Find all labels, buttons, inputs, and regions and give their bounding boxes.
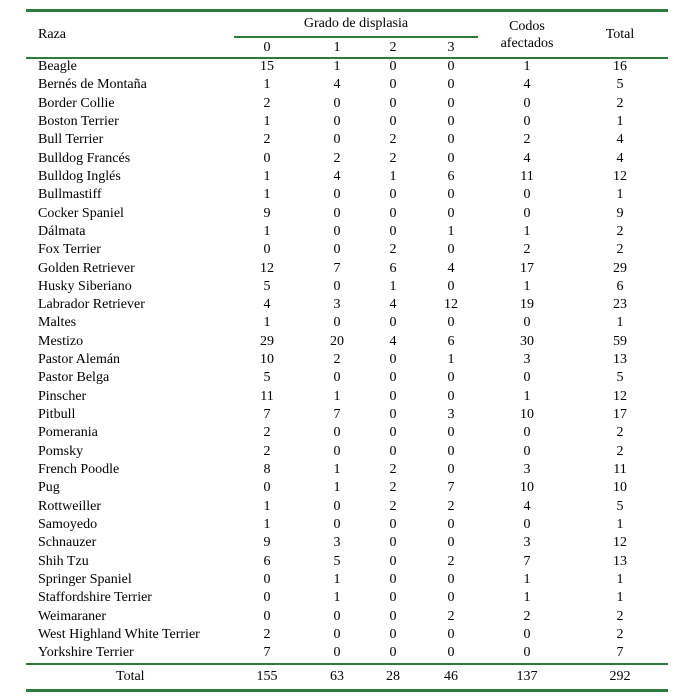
- breed-cell: Samoyedo: [38, 517, 98, 532]
- grade-0-cell: 1: [263, 517, 271, 532]
- elbows-cell: 0: [523, 443, 531, 459]
- grade-1-cell: 0: [333, 443, 341, 459]
- header-dysplasia-grade: Grado de displasia: [303, 16, 409, 31]
- grade-0-cell: 0: [263, 590, 271, 606]
- grade-3-cell: 0: [447, 626, 455, 642]
- breed-cell: Rottweiller: [38, 498, 101, 514]
- grade-2-cell: 0: [389, 517, 397, 532]
- grade-1-cell: 0: [333, 425, 341, 441]
- grade-3-cell: 0: [447, 517, 455, 532]
- grade-2-cell: 0: [389, 571, 397, 587]
- grade-3-cell: 0: [447, 278, 455, 294]
- grade-2-cell: 0: [389, 352, 397, 368]
- elbows-cell: 1: [523, 590, 531, 606]
- grade-1-cell: 0: [333, 95, 341, 111]
- grade-0-cell: 1: [263, 498, 271, 514]
- grade-3-cell: 6: [447, 333, 455, 349]
- totals-grade-3: 46: [444, 669, 458, 684]
- grade-0-cell: 0: [263, 480, 271, 496]
- grade-3-cell: 7: [447, 480, 455, 496]
- breed-cell: Maltes: [38, 315, 77, 331]
- grade-0-cell: 0: [263, 150, 271, 166]
- total-cell: 9: [616, 205, 624, 221]
- total-cell: 2: [616, 242, 624, 258]
- breed-cell: Bulldog Inglés: [38, 168, 121, 184]
- total-cell: 5: [616, 498, 624, 514]
- elbows-cell: 3: [523, 352, 531, 368]
- grade-3-cell: 0: [447, 425, 455, 441]
- total-cell: 4: [616, 150, 624, 166]
- grade-2-cell: 0: [389, 645, 397, 661]
- total-cell: 10: [613, 480, 627, 496]
- elbows-cell: 1: [523, 278, 531, 294]
- total-cell: 12: [613, 388, 627, 404]
- breed-cell: Border Collie: [38, 95, 115, 111]
- grade-2-cell: 0: [389, 608, 397, 624]
- grade-2-cell: 0: [389, 553, 397, 569]
- grade-3-cell: 0: [447, 645, 455, 661]
- grade-0-cell: 0: [263, 571, 271, 587]
- grade-3-cell: 3: [447, 407, 455, 423]
- grade-2-cell: 0: [389, 370, 397, 386]
- grade-3-cell: 0: [447, 242, 455, 258]
- grade-3-cell: 2: [447, 608, 455, 624]
- grade-1-cell: 7: [333, 407, 341, 423]
- header-grade-0: 0: [263, 40, 271, 55]
- grade-0-cell: 9: [263, 535, 271, 551]
- grade-3-cell: 4: [447, 260, 455, 276]
- header-grade-3: 3: [447, 40, 455, 55]
- grade-1-cell: 0: [333, 113, 341, 129]
- grade-3-cell: 12: [444, 297, 458, 313]
- elbows-cell: 30: [520, 333, 534, 349]
- total-cell: 4: [616, 132, 624, 148]
- totals-elbows: 137: [516, 669, 538, 684]
- grade-2-cell: 0: [389, 59, 397, 74]
- header-elbows-line2: afectados: [500, 36, 554, 51]
- grade-1-cell: 0: [333, 608, 341, 624]
- elbows-cell: 0: [523, 315, 531, 331]
- elbows-cell: 3: [523, 535, 531, 551]
- total-cell: 2: [616, 223, 624, 239]
- breed-cell: Bernés de Montaña: [38, 77, 147, 93]
- grade-3-cell: 0: [447, 113, 455, 129]
- grade-0-cell: 5: [263, 370, 271, 386]
- total-cell: 1: [616, 590, 624, 606]
- breed-cell: Beagle: [38, 59, 77, 74]
- grade-1-cell: 1: [333, 462, 341, 478]
- grade-0-cell: 5: [263, 278, 271, 294]
- elbows-cell: 1: [523, 223, 531, 239]
- grade-1-cell: 1: [333, 480, 341, 496]
- total-cell: 6: [616, 278, 624, 294]
- grade-1-cell: 1: [333, 571, 341, 587]
- elbows-cell: 1: [523, 59, 531, 74]
- total-cell: 13: [613, 352, 627, 368]
- breed-cell: West Highland White Terrier: [38, 626, 200, 642]
- grade-3-cell: 0: [447, 462, 455, 478]
- grade-0-cell: 7: [263, 407, 271, 423]
- grade-2-cell: 0: [389, 223, 397, 239]
- grade-2-cell: 1: [389, 168, 397, 184]
- grade-0-cell: 12: [260, 260, 274, 276]
- grade-1-cell: 0: [333, 242, 341, 258]
- grade-0-cell: 0: [263, 242, 271, 258]
- header-elbows-line1: Codos: [509, 19, 545, 34]
- elbows-cell: 0: [523, 517, 531, 532]
- grade-1-cell: 0: [333, 517, 341, 532]
- elbows-cell: 0: [523, 626, 531, 642]
- grade-0-cell: 1: [263, 77, 271, 93]
- grade-0-cell: 10: [260, 352, 274, 368]
- elbows-cell: 1: [523, 571, 531, 587]
- totals-total: 292: [609, 669, 631, 684]
- total-cell: 1: [616, 187, 624, 203]
- grade-1-cell: 20: [330, 333, 344, 349]
- header-grade-1: 1: [333, 40, 341, 55]
- breed-cell: Schnauzer: [38, 535, 97, 551]
- breed-cell: Cocker Spaniel: [38, 205, 124, 221]
- grade-0-cell: 11: [260, 388, 274, 404]
- grade-1-cell: 1: [333, 59, 341, 74]
- grade-0-cell: 9: [263, 205, 271, 221]
- grade-2-cell: 0: [389, 626, 397, 642]
- totals-label: Total: [116, 669, 145, 684]
- elbows-cell: 2: [523, 132, 531, 148]
- grade-1-cell: 0: [333, 278, 341, 294]
- breed-cell: Pug: [38, 480, 60, 496]
- grade-2-cell: 0: [389, 388, 397, 404]
- grade-2-cell: 0: [389, 205, 397, 221]
- grade-2-cell: 2: [389, 480, 397, 496]
- elbows-cell: 0: [523, 95, 531, 111]
- header-grade-2: 2: [389, 40, 397, 55]
- grade-2-cell: 2: [389, 150, 397, 166]
- total-cell: 23: [613, 297, 627, 313]
- grade-1-cell: 3: [333, 297, 341, 313]
- total-cell: 17: [613, 407, 627, 423]
- elbows-cell: 1: [523, 388, 531, 404]
- grade-3-cell: 0: [447, 205, 455, 221]
- grade-2-cell: 0: [389, 443, 397, 459]
- elbows-cell: 10: [520, 407, 534, 423]
- top-rule: [26, 9, 668, 12]
- grade-1-cell: 0: [333, 187, 341, 203]
- breed-cell: Yorkshire Terrier: [38, 645, 134, 661]
- elbows-cell: 0: [523, 187, 531, 203]
- grade-2-cell: 4: [389, 333, 397, 349]
- elbows-cell: 0: [523, 645, 531, 661]
- breed-cell: Pomsky: [38, 443, 84, 459]
- total-cell: 12: [613, 168, 627, 184]
- elbows-cell: 0: [523, 113, 531, 129]
- breed-cell: Fox Terrier: [38, 242, 101, 258]
- grade-2-cell: 0: [389, 113, 397, 129]
- totals-top-rule: [26, 663, 668, 665]
- total-cell: 12: [613, 535, 627, 551]
- grade-0-cell: 2: [263, 626, 271, 642]
- total-cell: 2: [616, 608, 624, 624]
- totals-grade-2: 28: [386, 669, 400, 684]
- total-cell: 1: [616, 113, 624, 129]
- grade-3-cell: 0: [447, 77, 455, 93]
- grade-0-cell: 0: [263, 608, 271, 624]
- elbows-cell: 19: [520, 297, 534, 313]
- total-cell: 2: [616, 443, 624, 459]
- header-total: Total: [605, 27, 635, 42]
- totals-grade-0: 155: [256, 669, 278, 684]
- grade-1-cell: 0: [333, 626, 341, 642]
- grade-1-cell: 4: [333, 77, 341, 93]
- grade-1-cell: 0: [333, 223, 341, 239]
- grade-3-cell: 0: [447, 187, 455, 203]
- total-cell: 13: [613, 553, 627, 569]
- grade-2-cell: 0: [389, 425, 397, 441]
- grade-2-cell: 1: [389, 278, 397, 294]
- total-cell: 16: [613, 59, 627, 74]
- grade-group-rule: [234, 36, 478, 38]
- total-cell: 2: [616, 425, 624, 441]
- grade-1-cell: 3: [333, 535, 341, 551]
- grade-1-cell: 0: [333, 315, 341, 331]
- breed-cell: Mestizo: [38, 333, 84, 349]
- grade-0-cell: 6: [263, 553, 271, 569]
- grade-1-cell: 2: [333, 352, 341, 368]
- grade-2-cell: 0: [389, 77, 397, 93]
- total-cell: 2: [616, 626, 624, 642]
- grade-1-cell: 0: [333, 132, 341, 148]
- elbows-cell: 3: [523, 462, 531, 478]
- elbows-cell: 4: [523, 77, 531, 93]
- breed-cell: Weimaraner: [38, 608, 107, 624]
- grade-2-cell: 2: [389, 462, 397, 478]
- grade-2-cell: 2: [389, 132, 397, 148]
- grade-2-cell: 4: [389, 297, 397, 313]
- breed-cell: Shih Tzu: [38, 553, 89, 569]
- grade-3-cell: 0: [447, 370, 455, 386]
- grade-1-cell: 7: [333, 260, 341, 276]
- breed-cell: Husky Siberiano: [38, 278, 132, 294]
- grade-2-cell: 0: [389, 407, 397, 423]
- breed-cell: Pinscher: [38, 388, 87, 404]
- breed-cell: Labrador Retriever: [38, 297, 145, 313]
- elbows-cell: 10: [520, 480, 534, 496]
- grade-0-cell: 2: [263, 95, 271, 111]
- grade-0-cell: 1: [263, 315, 271, 331]
- grade-3-cell: 0: [447, 150, 455, 166]
- breed-cell: Pitbull: [38, 407, 76, 423]
- total-cell: 59: [613, 333, 627, 349]
- grade-3-cell: 0: [447, 571, 455, 587]
- elbows-cell: 2: [523, 242, 531, 258]
- bottom-rule: [26, 689, 668, 692]
- grade-3-cell: 2: [447, 498, 455, 514]
- grade-0-cell: 15: [260, 59, 274, 74]
- total-cell: 7: [616, 645, 624, 661]
- elbows-cell: 7: [523, 553, 531, 569]
- grade-3-cell: 2: [447, 553, 455, 569]
- grade-2-cell: 0: [389, 535, 397, 551]
- grade-1-cell: 4: [333, 168, 341, 184]
- grade-0-cell: 29: [260, 333, 274, 349]
- header-breed: Raza: [38, 27, 66, 42]
- total-cell: 5: [616, 77, 624, 93]
- grade-1-cell: 0: [333, 370, 341, 386]
- grade-3-cell: 1: [447, 352, 455, 368]
- grade-3-cell: 0: [447, 388, 455, 404]
- elbows-cell: 11: [520, 168, 534, 184]
- breed-cell: Pomerania: [38, 425, 98, 441]
- elbows-cell: 4: [523, 498, 531, 514]
- breed-cell: French Poodle: [38, 462, 120, 478]
- total-cell: 1: [616, 517, 624, 532]
- breed-cell: Bullmastiff: [38, 187, 102, 203]
- grade-1-cell: 5: [333, 553, 341, 569]
- grade-0-cell: 1: [263, 168, 271, 184]
- breed-cell: Staffordshire Terrier: [38, 590, 152, 606]
- breed-cell: Dálmata: [38, 223, 86, 239]
- grade-0-cell: 4: [263, 297, 271, 313]
- grade-0-cell: 1: [263, 223, 271, 239]
- grade-3-cell: 1: [447, 223, 455, 239]
- total-cell: 1: [616, 315, 624, 331]
- breed-cell: Boston Terrier: [38, 113, 119, 129]
- grade-3-cell: 0: [447, 59, 455, 74]
- grade-1-cell: 0: [333, 498, 341, 514]
- grade-0-cell: 8: [263, 462, 271, 478]
- breed-cell: Golden Retriever: [38, 260, 135, 276]
- total-cell: 1: [616, 571, 624, 587]
- grade-2-cell: 0: [389, 95, 397, 111]
- grade-2-cell: 0: [389, 187, 397, 203]
- grade-0-cell: 1: [263, 187, 271, 203]
- breed-cell: Bulldog Francés: [38, 150, 131, 166]
- grade-3-cell: 0: [447, 132, 455, 148]
- elbows-cell: 4: [523, 150, 531, 166]
- elbows-cell: 0: [523, 425, 531, 441]
- grade-1-cell: 1: [333, 388, 341, 404]
- grade-2-cell: 0: [389, 315, 397, 331]
- grade-1-cell: 2: [333, 150, 341, 166]
- grade-3-cell: 0: [447, 95, 455, 111]
- grade-1-cell: 1: [333, 590, 341, 606]
- grade-2-cell: 0: [389, 590, 397, 606]
- total-cell: 29: [613, 260, 627, 276]
- grade-3-cell: 0: [447, 535, 455, 551]
- grade-2-cell: 2: [389, 242, 397, 258]
- total-cell: 5: [616, 370, 624, 386]
- grade-0-cell: 2: [263, 132, 271, 148]
- elbows-cell: 0: [523, 205, 531, 221]
- grade-1-cell: 0: [333, 205, 341, 221]
- totals-grade-1: 63: [330, 669, 344, 684]
- grade-2-cell: 2: [389, 498, 397, 514]
- elbows-cell: 17: [520, 260, 534, 276]
- grade-3-cell: 0: [447, 590, 455, 606]
- grade-0-cell: 2: [263, 425, 271, 441]
- grade-0-cell: 7: [263, 645, 271, 661]
- total-cell: 11: [613, 462, 627, 478]
- total-cell: 2: [616, 95, 624, 111]
- breed-cell: Springer Spaniel: [38, 571, 132, 587]
- elbows-cell: 2: [523, 608, 531, 624]
- grade-0-cell: 1: [263, 113, 271, 129]
- grade-0-cell: 2: [263, 443, 271, 459]
- elbows-cell: 0: [523, 370, 531, 386]
- breed-cell: Pastor Belga: [38, 370, 110, 386]
- grade-3-cell: 0: [447, 315, 455, 331]
- breed-cell: Pastor Alemán: [38, 352, 121, 368]
- grade-1-cell: 0: [333, 645, 341, 661]
- breed-cell: Bull Terrier: [38, 132, 104, 148]
- grade-3-cell: 6: [447, 168, 455, 184]
- grade-3-cell: 0: [447, 443, 455, 459]
- grade-2-cell: 6: [389, 260, 397, 276]
